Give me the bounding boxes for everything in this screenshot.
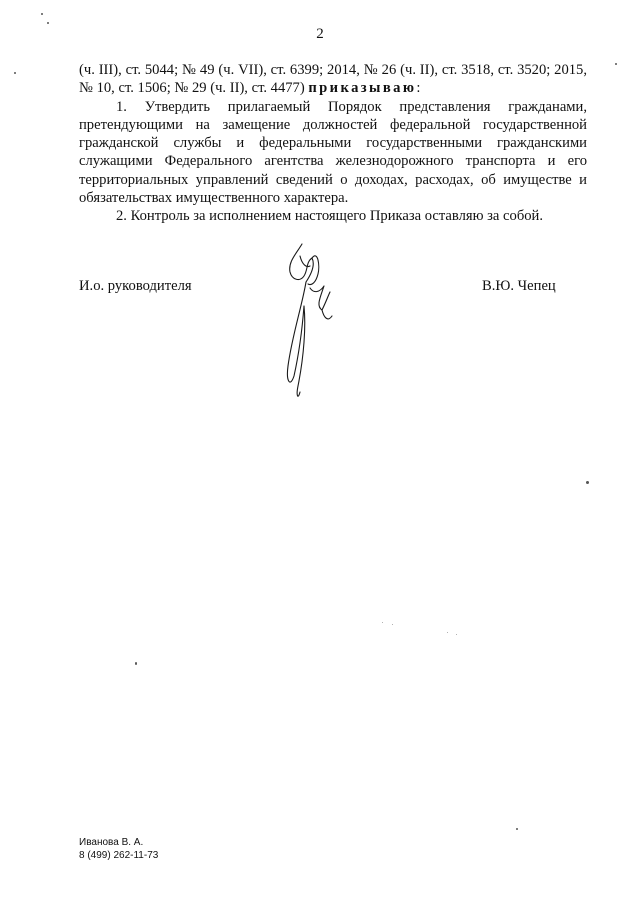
scan-speck (135, 662, 137, 665)
order-word: приказываю (308, 80, 417, 97)
scan-speck (516, 828, 518, 830)
signatory-role: И.о. руководителя (79, 278, 192, 294)
scan-speck (615, 63, 617, 65)
executor-footer (79, 836, 158, 862)
order-body (79, 61, 587, 226)
scan-speck (392, 624, 393, 625)
page-number: 2 (316, 26, 324, 42)
order-item-1: 1. Утвердить прилагаемый Порядок представления гражданами, претендующими на замещение должностей федеральной государственной гражданской службы и федеральными государственными гражданскими служащими Федерального агентства железнодорожного транспорта и его территориальных управлений сведений о доходах, расходах, об имуществе и обязательствах имущественного характера. (79, 98, 587, 207)
signatory-name: В.Ю. Чепец (482, 278, 556, 294)
preamble-text: (ч. III), ст. 5044; № 49 (ч. VII), ст. 6399; 2014, № 26 (ч. II), ст. 3518, ст. 3520; 2015, № 10, ст. 1506; № 29 (ч. II), ст. 4477) (79, 62, 587, 97)
scan-speck (586, 481, 589, 484)
executor-phone: 8 (499) 262-11-73 (79, 850, 159, 861)
executor-name: Иванова В. А. (79, 837, 144, 848)
preamble-colon: : (416, 80, 421, 97)
order-item-2: 2. Контроль за исполнением настоящего Приказа оставляю за собой. (116, 208, 544, 225)
preamble-paragraph (79, 61, 587, 98)
scan-speck (14, 72, 16, 74)
scan-speck (456, 634, 457, 635)
scan-speck (41, 13, 43, 15)
scan-speck (47, 22, 49, 24)
scan-speck (382, 622, 383, 623)
scan-speck (447, 632, 448, 633)
handwritten-signature (262, 236, 352, 406)
